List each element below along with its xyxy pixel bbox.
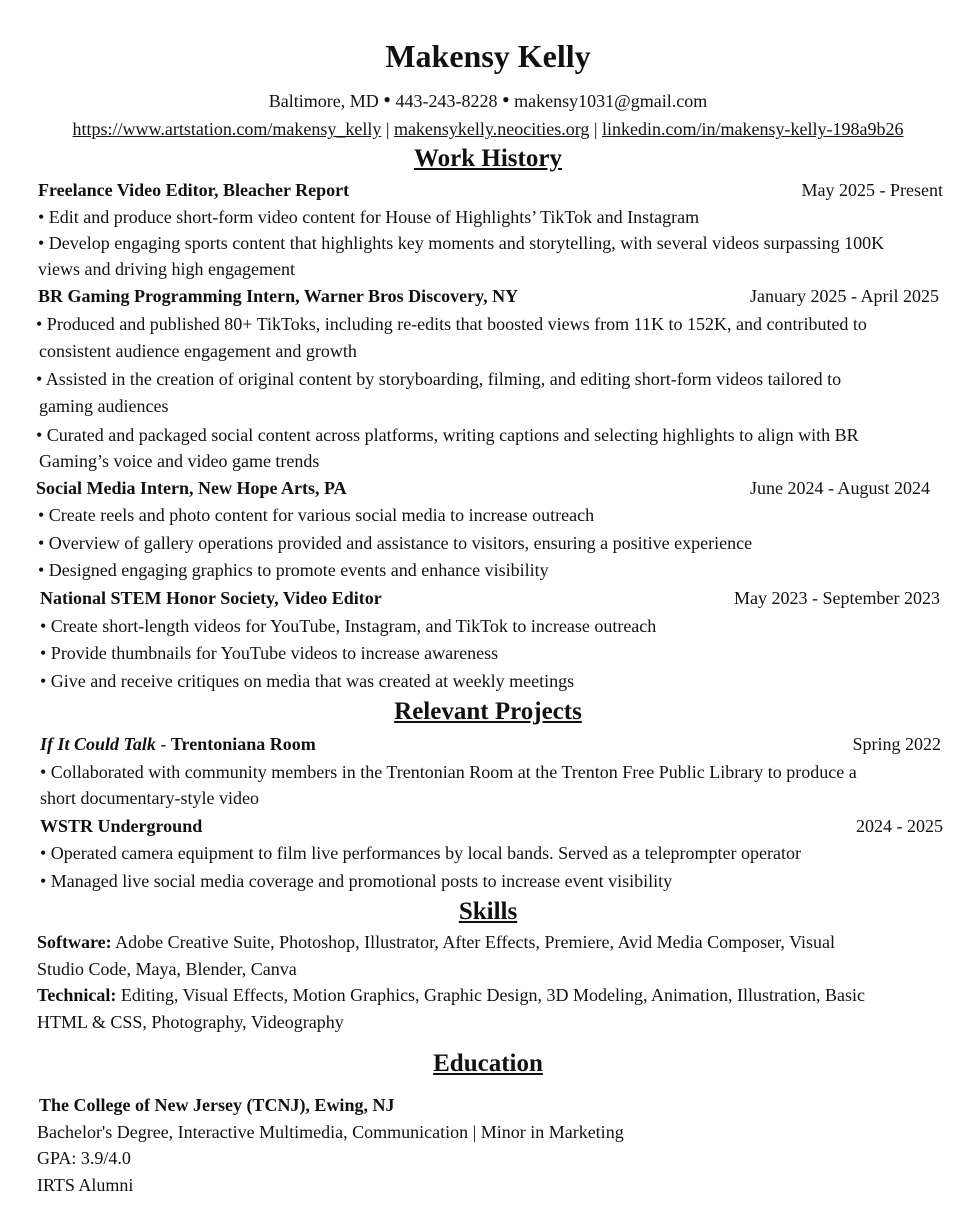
job-dates: May 2023 - September 2023 (734, 588, 940, 608)
job-bullet: views and driving high engagement (38, 259, 295, 279)
project-bullet: short documentary-style video (40, 788, 259, 808)
gpa: GPA: 3.9/4.0 (37, 1148, 131, 1168)
job-title: Social Media Intern, New Hope Arts, PA (36, 478, 347, 498)
job-bullet: • Designed engaging graphics to promote events and enhance visibility (38, 560, 549, 580)
location: Baltimore, MD (268, 91, 379, 111)
skills-technical-text: Editing, Visual Effects, Motion Graphics, Graphic Design, 3D Modeling, Animation, Illustration, Basic (116, 985, 865, 1005)
link-separator: | (593, 119, 598, 139)
job-bullet: • Curated and packaged social content across platforms, writing captions and selecting highlights to align with BR (36, 425, 859, 445)
job-bullet: gaming audiences (39, 396, 169, 416)
job-bullet: • Create short-length videos for YouTube, Instagram, and TikTok to increase outreach (40, 616, 657, 636)
job-bullet: • Create reels and photo content for various social media to increase outreach (38, 505, 595, 525)
skills-technical-label: Technical: (37, 985, 117, 1005)
skills-technical (37, 984, 865, 1006)
section-title-skills: Skills (458, 898, 518, 925)
job-bullet: • Assisted in the creation of original content by storyboarding, filming, and editing short-form videos tailored to (36, 369, 842, 389)
links-line (0, 118, 976, 140)
job-bullet: Gaming’s voice and video game trends (39, 451, 320, 471)
degree: Bachelor's Degree, Interactive Multimedia, Communication | Minor in Marketing (37, 1122, 624, 1142)
job-dates: June 2024 - August 2024 (750, 478, 930, 498)
artstation-link[interactable]: https://www.artstation.com/makensy_kelly (72, 119, 382, 139)
project-title-sep: - (155, 734, 171, 754)
job-title: Freelance Video Editor, Bleacher Report (38, 180, 350, 200)
job-title: National STEM Honor Society, Video Editor (40, 588, 382, 608)
project-bullet: • Collaborated with community members in the Trentonian Room at the Trenton Free Public Library to produce a (40, 762, 857, 782)
skills-software (37, 931, 835, 953)
email-address[interactable]: makensy1031@gmail.com (514, 91, 708, 111)
job-dates: January 2025 - April 2025 (750, 286, 939, 306)
bullet-separator: • (501, 87, 510, 112)
skills-technical-cont: HTML & CSS, Photography, Videography (37, 1012, 344, 1032)
neocities-link[interactable]: makensykelly.neocities.org (393, 119, 590, 139)
job-dates: May 2025 - Present (801, 180, 943, 200)
skills-software-label: Software: (37, 932, 112, 952)
project-title: WSTR Underground (40, 816, 203, 836)
job-bullet: • Provide thumbnails for YouTube videos to increase awareness (40, 643, 499, 663)
job-title: BR Gaming Programming Intern, Warner Bros Discovery, NY (38, 286, 519, 306)
school-name: The College of New Jersey (TCNJ), Ewing, NJ (39, 1095, 395, 1115)
job-bullet: • Overview of gallery operations provided and assistance to visitors, ensuring a positive experience (38, 533, 753, 553)
project-title-rest: Trentoniana Room (170, 734, 316, 754)
link-separator: | (385, 119, 390, 139)
project-title-italic: If It Could Talk (40, 734, 156, 754)
job-bullet: • Produced and published 80+ TikToks, including re-edits that boosted views from 11K to 152K, and contributed to (36, 314, 867, 334)
skills-software-cont: Studio Code, Maya, Blender, Canva (37, 959, 297, 979)
job-bullet: • Develop engaging sports content that highlights key moments and storytelling, with several videos surpassing 100K (38, 233, 885, 253)
project-dates: Spring 2022 (852, 734, 941, 754)
other-credential: IRTS Alumni (37, 1175, 134, 1195)
section-title-work-history: Work History (414, 145, 562, 172)
job-bullet: • Give and receive critiques on media that was created at weekly meetings (40, 671, 575, 691)
job-bullet: • Edit and produce short-form video content for House of Highlights’ TikTok and Instagram (38, 207, 700, 227)
resume-name: Makensy Kelly (385, 38, 591, 74)
project-bullet: • Operated camera equipment to film live performances by local bands. Served as a teleprompter operator (40, 843, 802, 863)
linkedin-link[interactable]: linkedin.com/in/makensy-kelly-198a9b26 (602, 119, 904, 139)
section-title-education: Education (433, 1050, 543, 1077)
project-bullet: • Managed live social media coverage and promotional posts to increase event visibility (40, 871, 673, 891)
skills-software-text: Adobe Creative Suite, Photoshop, Illustrator, After Effects, Premiere, Avid Media Composer, Visual (111, 932, 836, 952)
bullet-separator: • (383, 87, 391, 112)
project-dates: 2024 - 2025 (856, 816, 943, 836)
phone-number: 443-243-8228 (395, 91, 498, 111)
contact-line (0, 89, 976, 112)
job-bullet: consistent audience engagement and growth (39, 341, 357, 361)
project-title (40, 733, 316, 755)
section-title-projects: Relevant Projects (394, 698, 582, 725)
